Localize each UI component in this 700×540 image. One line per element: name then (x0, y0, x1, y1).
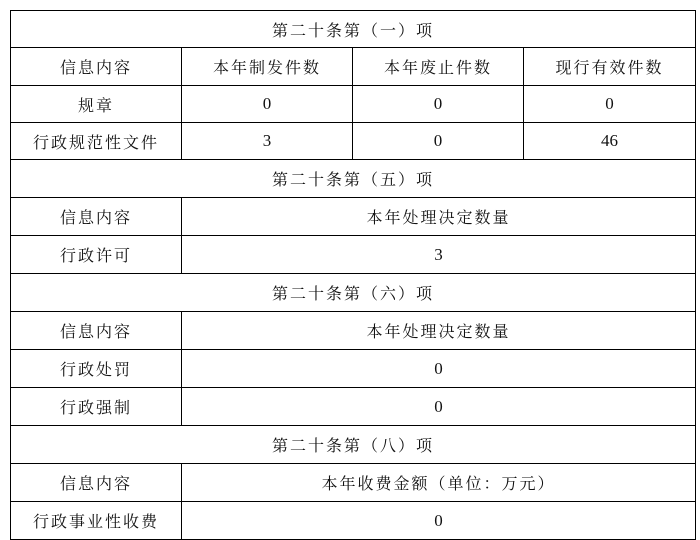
row-label-regulations: 规章 (11, 86, 182, 123)
cell-normative-abolished: 0 (353, 123, 524, 160)
section-6-title-row (11, 274, 696, 312)
column-header-info: 信息内容 (11, 48, 182, 86)
table-row (11, 123, 696, 160)
table-row (11, 388, 696, 426)
column-header-issued: 本年制发件数 (182, 48, 353, 86)
section-6-header-row (11, 312, 696, 350)
cell-normative-issued: 3 (182, 123, 353, 160)
section-6-header-value: 本年处理决定数量 (182, 312, 696, 350)
row-label-admin-licensing: 行政许可 (11, 236, 182, 274)
section-8-header-label: 信息内容 (11, 464, 182, 502)
section-5-title: 第二十条第（五）项 (11, 160, 696, 198)
cell-normative-in-force: 46 (524, 123, 696, 160)
cell-admin-fees-value: 0 (182, 502, 696, 540)
section-1-title: 第二十条第（一）项 (11, 11, 696, 48)
cell-admin-licensing-value: 3 (182, 236, 696, 274)
column-header-in-force: 现行有效件数 (524, 48, 696, 86)
column-header-abolished: 本年废止件数 (353, 48, 524, 86)
section-6-title: 第二十条第（六）项 (11, 274, 696, 312)
table-row (11, 350, 696, 388)
section-8-header-row (11, 464, 696, 502)
row-label-admin-fees: 行政事业性收费 (11, 502, 182, 540)
table-row (11, 86, 696, 123)
cell-admin-penalty-value: 0 (182, 350, 696, 388)
cell-regulations-abolished: 0 (353, 86, 524, 123)
row-label-admin-penalty: 行政处罚 (11, 350, 182, 388)
section-5-header-row (11, 198, 696, 236)
cell-regulations-issued: 0 (182, 86, 353, 123)
section-8-title: 第二十条第（八）项 (11, 426, 696, 464)
section-8-title-row (11, 426, 696, 464)
section-5-header-value: 本年处理决定数量 (182, 198, 696, 236)
cell-regulations-in-force: 0 (524, 86, 696, 123)
section-1-header-row (11, 48, 696, 86)
table-row (11, 236, 696, 274)
section-5-header-label: 信息内容 (11, 198, 182, 236)
section-1-title-row (11, 11, 696, 48)
section-5-title-row (11, 160, 696, 198)
row-label-admin-enforcement: 行政强制 (11, 388, 182, 426)
disclosure-table (10, 10, 696, 540)
section-8-header-value: 本年收费金额（单位：万元） (182, 464, 696, 502)
section-6-header-label: 信息内容 (11, 312, 182, 350)
cell-admin-enforcement-value: 0 (182, 388, 696, 426)
row-label-normative-documents: 行政规范性文件 (11, 123, 182, 160)
